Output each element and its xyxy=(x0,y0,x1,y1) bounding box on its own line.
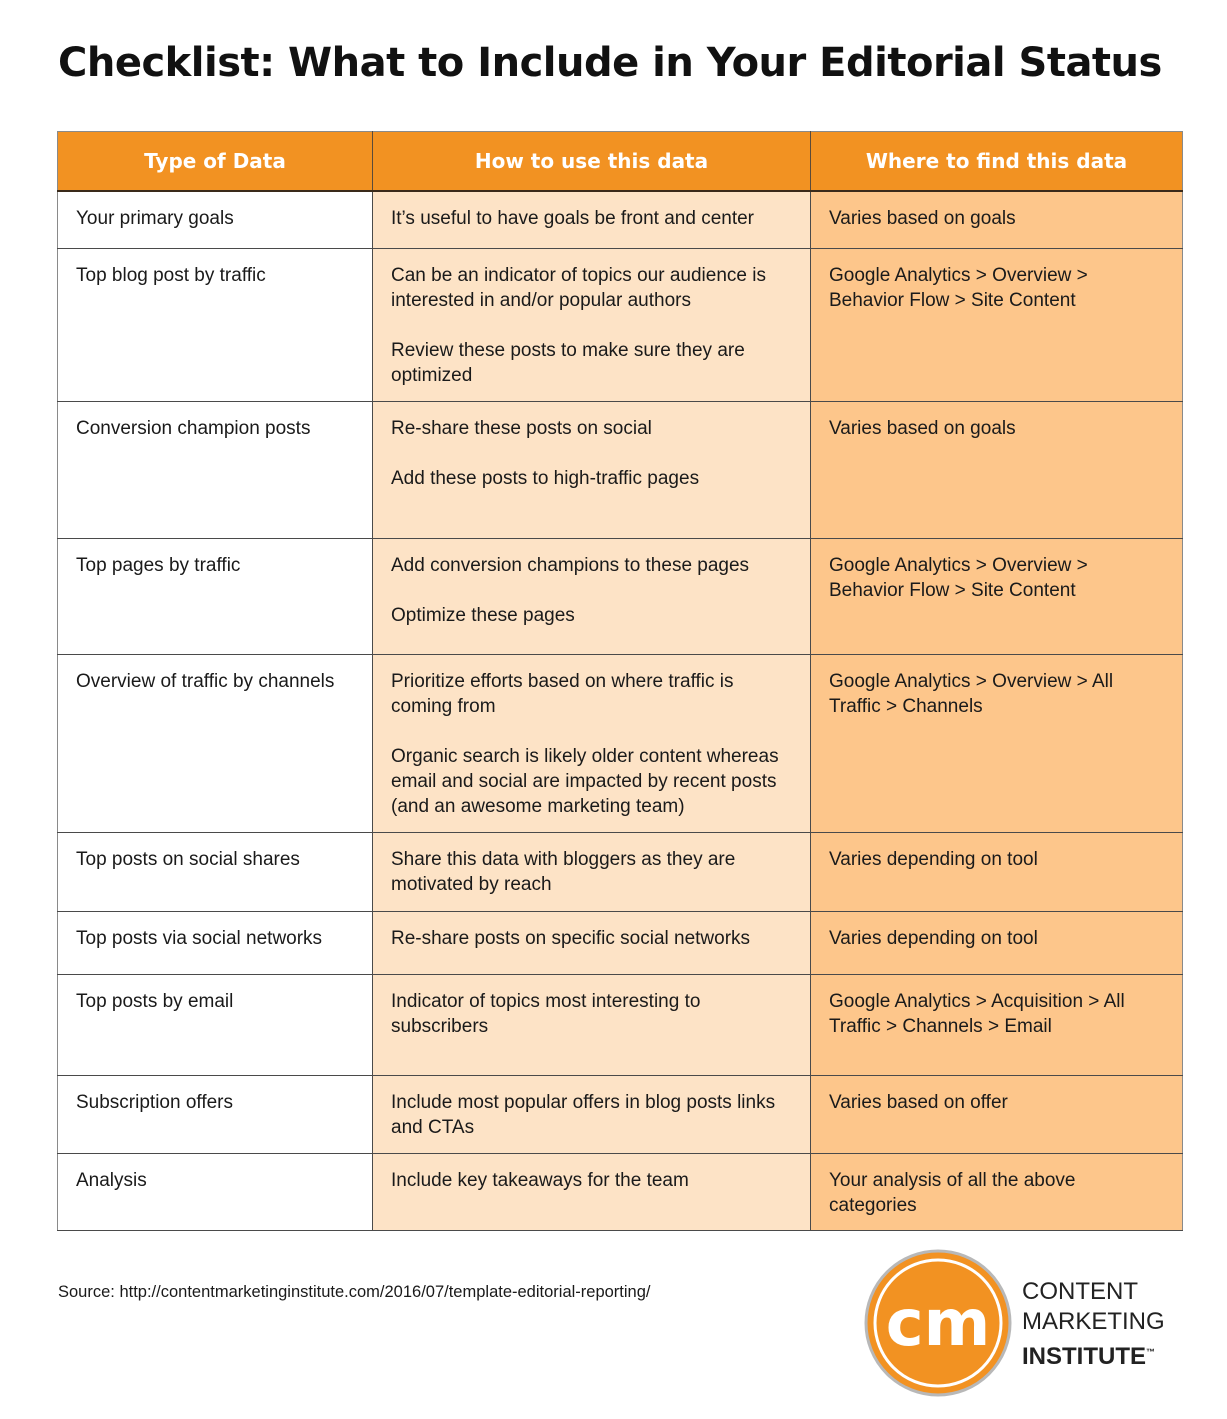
source-link[interactable]: Source: http://contentmarketinginstitute.com/2016/07/template-editorial-reporting/ xyxy=(58,1283,651,1301)
use-cell xyxy=(373,1153,811,1230)
header-row xyxy=(58,132,1183,192)
use-cell xyxy=(373,1075,811,1153)
type-cell: Subscription offers xyxy=(58,1075,373,1153)
column-header-type: Type of Data xyxy=(58,132,373,192)
logo-wordmark xyxy=(1022,1277,1165,1372)
where-cell: Google Analytics > Overview > All Traffic > Channels xyxy=(811,654,1183,832)
where-cell: Varies based on goals xyxy=(811,191,1183,248)
type-cell: Overview of traffic by channels xyxy=(58,654,373,832)
type-cell: Conversion champion posts xyxy=(58,401,373,538)
use-cell xyxy=(373,538,811,654)
type-cell: Your primary goals xyxy=(58,191,373,248)
logo-institute-text: INSTITUTE xyxy=(1022,1343,1146,1370)
checklist-table xyxy=(57,131,1183,1231)
type-cell: Top pages by traffic xyxy=(58,538,373,654)
table-row xyxy=(58,191,1183,248)
use-text: Re-share posts on specific social networks xyxy=(391,927,751,949)
logo-line-institute xyxy=(1022,1337,1165,1372)
type-cell: Top posts on social shares xyxy=(58,832,373,911)
use-text: Add conversion champions to these pages xyxy=(391,554,750,576)
where-cell: Google Analytics > Overview > Behavior Flow > Site Content xyxy=(811,538,1183,654)
use-cell xyxy=(373,974,811,1075)
type-cell: Top posts via social networks xyxy=(58,911,373,974)
table-row xyxy=(58,248,1183,401)
where-cell: Varies based on offer xyxy=(811,1075,1183,1153)
use-text: Review these posts to make sure they are optimized xyxy=(391,339,745,386)
table-row xyxy=(58,1075,1183,1153)
type-cell: Top posts by email xyxy=(58,974,373,1075)
page-title: Checklist: What to Include in Your Editorial Status xyxy=(58,40,1162,86)
use-cell xyxy=(373,191,811,248)
use-cell xyxy=(373,832,811,911)
logo-mark-text: cm xyxy=(885,1287,991,1361)
table-row xyxy=(58,538,1183,654)
table-row xyxy=(58,911,1183,974)
where-cell: Varies depending on tool xyxy=(811,832,1183,911)
where-cell: Varies based on goals xyxy=(811,401,1183,538)
use-text: Indicator of topics most interesting to subscribers xyxy=(391,990,701,1037)
column-header-where: Where to find this data xyxy=(811,132,1183,192)
use-text: Share this data with bloggers as they are motivated by reach xyxy=(391,848,736,895)
use-text: Organic search is likely older content whereas email and social are impacted by recent posts (and an awesome marketing team) xyxy=(391,745,779,817)
use-text: Include most popular offers in blog posts links and CTAs xyxy=(391,1091,776,1138)
use-cell xyxy=(373,654,811,832)
use-text: Re-share these posts on social xyxy=(391,417,652,439)
table-row xyxy=(58,832,1183,911)
logo-line-marketing: MARKETING xyxy=(1022,1308,1165,1335)
table-row xyxy=(58,654,1183,832)
use-cell xyxy=(373,911,811,974)
logo-line-content: CONTENT xyxy=(1022,1278,1138,1305)
use-text: Include key takeaways for the team xyxy=(391,1169,689,1191)
use-text: Add these posts to high-traffic pages xyxy=(391,467,700,489)
trademark-symbol: ™ xyxy=(1146,1347,1155,1357)
where-cell: Your analysis of all the above categories xyxy=(811,1153,1183,1230)
use-text: It’s useful to have goals be front and center xyxy=(391,208,754,229)
table-row xyxy=(58,974,1183,1075)
use-text: Prioritize efforts based on where traffic is coming from xyxy=(391,670,734,717)
use-text: Optimize these pages xyxy=(391,604,575,626)
where-cell: Google Analytics > Overview > Behavior Flow > Site Content xyxy=(811,248,1183,401)
column-header-use: How to use this data xyxy=(373,132,811,192)
table-row xyxy=(58,401,1183,538)
type-cell: Top blog post by traffic xyxy=(58,248,373,401)
use-cell xyxy=(373,248,811,401)
checklist-table-container xyxy=(57,131,1182,1231)
use-cell xyxy=(373,401,811,538)
table-row xyxy=(58,1153,1183,1230)
where-cell: Google Analytics > Acquisition > All Traffic > Channels > Email xyxy=(811,974,1183,1075)
where-cell: Varies depending on tool xyxy=(811,911,1183,974)
use-text: Can be an indicator of topics our audience is interested in and/or popular authors xyxy=(391,264,766,311)
type-cell: Analysis xyxy=(58,1153,373,1230)
